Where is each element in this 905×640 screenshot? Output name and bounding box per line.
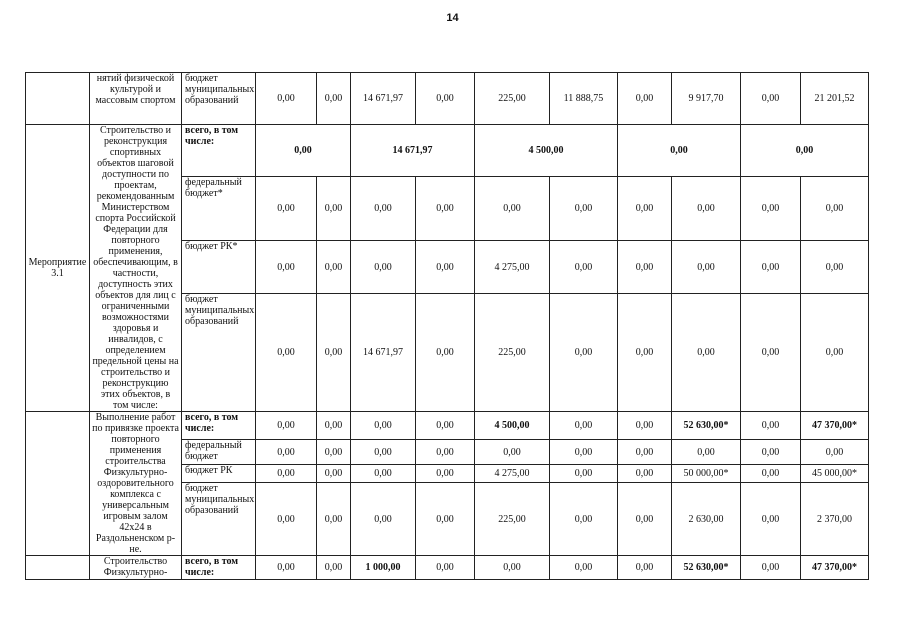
binding-total-value-3: 0,00	[351, 412, 416, 440]
e31-municipal-value-1: 0,00	[256, 294, 317, 412]
binding-municipal-value-9: 0,00	[741, 483, 801, 556]
last-value-3: 1 000,00	[351, 556, 416, 580]
event-label-empty	[26, 73, 90, 125]
funding-source: всего, в том числе:	[182, 556, 256, 580]
e31-federal-value-10: 0,00	[801, 177, 869, 241]
binding-rk-value-5: 4 275,00	[475, 465, 550, 483]
last-value-5: 0,00	[475, 556, 550, 580]
e31-rk-value-5: 4 275,00	[475, 241, 550, 294]
e31-municipal-value-4: 0,00	[416, 294, 475, 412]
binding-rk-value-9: 0,00	[741, 465, 801, 483]
binding-total-value-9: 0,00	[741, 412, 801, 440]
measure-name: Выполнение работ по привязке проекта повторного применения строительства Физкультурно-оздоровительного комплекса с универсальным игровым залом 42х24 в Раздольненском р-не.	[90, 412, 182, 556]
e31-rk-value-1: 0,00	[256, 241, 317, 294]
binding-rk-value-6: 0,00	[550, 465, 618, 483]
funding-source: бюджет муниципальных образований	[182, 294, 256, 412]
merged-total-5: 0,00	[741, 125, 869, 177]
e31-federal-value-2: 0,00	[317, 177, 351, 241]
funding-source: федеральный бюджет*	[182, 177, 256, 241]
e31-municipal-value-3: 14 671,97	[351, 294, 416, 412]
measure-name: Строительство и реконструкция спортивных объектов шаговой доступности по проектам, рекомендованным Министерством спорта Российской Федерации для повторного применения, обеспечивающим, в частности, доступность этих объектов для лиц с ограниченными возможностями здоровья и инвалидов, с определением предельной цены на строительство и реконструкцию этих объектов, в том числе:	[90, 125, 182, 412]
budget-table	[25, 72, 869, 580]
binding-municipal-value-2: 0,00	[317, 483, 351, 556]
e31-rk-value-9: 0,00	[741, 241, 801, 294]
binding-rk-value-7: 0,00	[618, 465, 672, 483]
binding-total-value-8: 52 630,00*	[672, 412, 741, 440]
e31-rk-value-7: 0,00	[618, 241, 672, 294]
e31-municipal-value-7: 0,00	[618, 294, 672, 412]
table-row	[26, 125, 869, 177]
table-row	[26, 73, 869, 125]
event-label: Мероприятие 3.1	[26, 125, 90, 412]
binding-federal-value-10: 0,00	[801, 439, 869, 465]
funding-source: бюджет РК	[182, 465, 256, 483]
funding-source: бюджет РК*	[182, 241, 256, 294]
binding-rk-value-3: 0,00	[351, 465, 416, 483]
e31-municipal-value-2: 0,00	[317, 294, 351, 412]
r1-value-6: 11 888,75	[550, 73, 618, 125]
binding-total-value-1: 0,00	[256, 412, 317, 440]
last-value-8: 52 630,00*	[672, 556, 741, 580]
binding-rk-value-1: 0,00	[256, 465, 317, 483]
e31-rk-value-6: 0,00	[550, 241, 618, 294]
e31-municipal-value-9: 0,00	[741, 294, 801, 412]
table-row	[26, 412, 869, 440]
merged-total-2: 14 671,97	[351, 125, 475, 177]
e31-federal-value-4: 0,00	[416, 177, 475, 241]
binding-municipal-value-3: 0,00	[351, 483, 416, 556]
e31-rk-value-2: 0,00	[317, 241, 351, 294]
binding-federal-value-1: 0,00	[256, 439, 317, 465]
r1-value-9: 0,00	[741, 73, 801, 125]
last-value-1: 0,00	[256, 556, 317, 580]
event-label-empty	[26, 412, 90, 556]
binding-rk-value-10: 45 000,00*	[801, 465, 869, 483]
r1-value-10: 21 201,52	[801, 73, 869, 125]
binding-federal-value-2: 0,00	[317, 439, 351, 465]
funding-source: бюджет муниципальных образований	[182, 73, 256, 125]
e31-municipal-value-5: 225,00	[475, 294, 550, 412]
e31-rk-value-3: 0,00	[351, 241, 416, 294]
binding-federal-value-7: 0,00	[618, 439, 672, 465]
last-value-7: 0,00	[618, 556, 672, 580]
binding-municipal-value-6: 0,00	[550, 483, 618, 556]
binding-municipal-value-8: 2 630,00	[672, 483, 741, 556]
e31-federal-value-5: 0,00	[475, 177, 550, 241]
e31-federal-value-3: 0,00	[351, 177, 416, 241]
r1-value-8: 9 917,70	[672, 73, 741, 125]
e31-federal-value-9: 0,00	[741, 177, 801, 241]
e31-federal-value-1: 0,00	[256, 177, 317, 241]
e31-federal-value-8: 0,00	[672, 177, 741, 241]
e31-municipal-value-6: 0,00	[550, 294, 618, 412]
merged-total-3: 4 500,00	[475, 125, 618, 177]
funding-source: бюджет муниципальных образований	[182, 483, 256, 556]
binding-municipal-value-10: 2 370,00	[801, 483, 869, 556]
binding-rk-value-8: 50 000,00*	[672, 465, 741, 483]
binding-federal-value-6: 0,00	[550, 439, 618, 465]
merged-total-1: 0,00	[256, 125, 351, 177]
binding-federal-value-3: 0,00	[351, 439, 416, 465]
binding-total-value-4: 0,00	[416, 412, 475, 440]
binding-federal-value-5: 0,00	[475, 439, 550, 465]
e31-municipal-value-10: 0,00	[801, 294, 869, 412]
binding-total-value-5: 4 500,00	[475, 412, 550, 440]
r1-value-5: 225,00	[475, 73, 550, 125]
e31-federal-value-6: 0,00	[550, 177, 618, 241]
e31-rk-value-10: 0,00	[801, 241, 869, 294]
binding-municipal-value-1: 0,00	[256, 483, 317, 556]
binding-municipal-value-7: 0,00	[618, 483, 672, 556]
measure-name: Строительство Физкультурно-	[90, 556, 182, 580]
binding-total-value-6: 0,00	[550, 412, 618, 440]
binding-total-value-7: 0,00	[618, 412, 672, 440]
r1-value-4: 0,00	[416, 73, 475, 125]
binding-municipal-value-5: 225,00	[475, 483, 550, 556]
binding-municipal-value-4: 0,00	[416, 483, 475, 556]
last-value-2: 0,00	[317, 556, 351, 580]
page-number: 14	[446, 12, 459, 24]
e31-federal-value-7: 0,00	[618, 177, 672, 241]
event-label-empty	[26, 556, 90, 580]
e31-rk-value-4: 0,00	[416, 241, 475, 294]
e31-rk-value-8: 0,00	[672, 241, 741, 294]
e31-municipal-value-8: 0,00	[672, 294, 741, 412]
r1-value-2: 0,00	[317, 73, 351, 125]
binding-rk-value-4: 0,00	[416, 465, 475, 483]
binding-rk-value-2: 0,00	[317, 465, 351, 483]
binding-federal-value-8: 0,00	[672, 439, 741, 465]
funding-source: всего, в том числе:	[182, 125, 256, 177]
binding-federal-value-4: 0,00	[416, 439, 475, 465]
r1-value-7: 0,00	[618, 73, 672, 125]
merged-total-4: 0,00	[618, 125, 741, 177]
r1-value-1: 0,00	[256, 73, 317, 125]
binding-federal-value-9: 0,00	[741, 439, 801, 465]
last-value-4: 0,00	[416, 556, 475, 580]
binding-total-value-10: 47 370,00*	[801, 412, 869, 440]
measure-name: нятий физической культурой и массовым спортом	[90, 73, 182, 125]
binding-total-value-2: 0,00	[317, 412, 351, 440]
last-value-9: 0,00	[741, 556, 801, 580]
r1-value-3: 14 671,97	[351, 73, 416, 125]
last-value-6: 0,00	[550, 556, 618, 580]
last-value-10: 47 370,00*	[801, 556, 869, 580]
table-row	[26, 556, 869, 580]
funding-source: федеральный бюджет	[182, 439, 256, 465]
funding-source: всего, в том числе:	[182, 412, 256, 440]
